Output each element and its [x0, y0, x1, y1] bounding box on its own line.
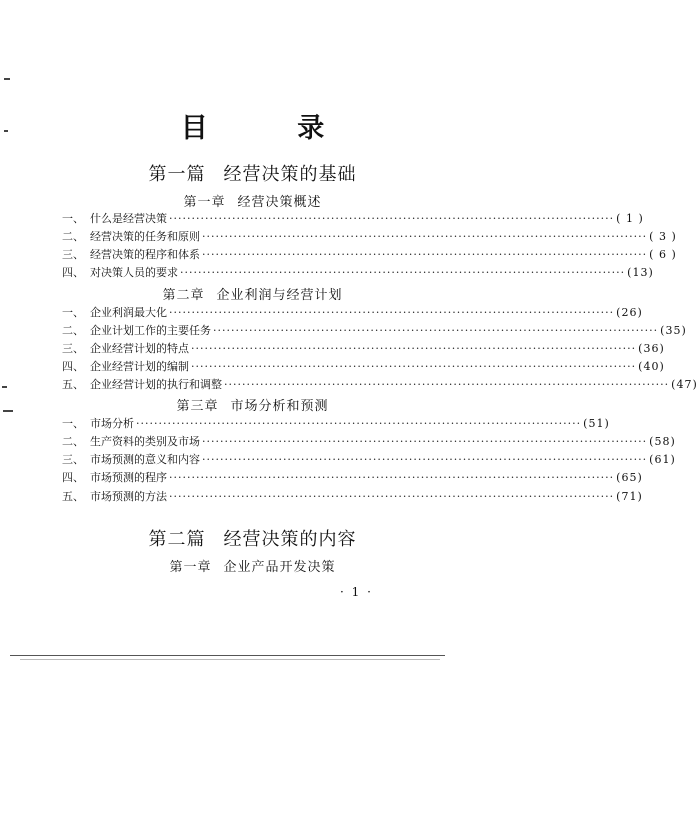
scan-edge-line: [20, 659, 440, 660]
chapter-heading: [0, 284, 505, 303]
entry-page: (35): [660, 324, 687, 337]
chapter-heading: [0, 395, 505, 414]
toc-entry[interactable]: [62, 415, 610, 431]
entry-page: (36): [638, 342, 665, 355]
entry-number: 三、: [62, 342, 84, 355]
entry-number: 二、: [62, 230, 84, 243]
dot-leader: ···································································································: [169, 490, 615, 503]
scan-edge-line: [10, 655, 445, 656]
dot-leader: ···································································································: [191, 360, 637, 373]
toc-entry[interactable]: [62, 322, 687, 338]
entry-page: (61): [649, 453, 676, 466]
entry-page: ( 1 ): [616, 212, 644, 225]
entry-page: (51): [583, 417, 610, 430]
chapter-name: 企业利润与经营计划: [216, 288, 343, 303]
entry-number: 四、: [62, 360, 84, 373]
dot-leader: ···································································································: [202, 248, 648, 261]
toc-entry[interactable]: [62, 469, 643, 485]
entry-title: 对决策人员的要求: [90, 266, 178, 279]
toc-entry[interactable]: [62, 451, 676, 467]
entry-number: 三、: [62, 248, 84, 261]
entry-number: 二、: [62, 324, 84, 337]
toc-entry[interactable]: [62, 304, 643, 320]
dot-leader: ···································································································: [169, 306, 615, 319]
entry-number: 一、: [62, 417, 84, 430]
entry-title: 企业经营计划的执行和调整: [90, 378, 222, 391]
dot-leader: ···································································································: [180, 266, 626, 279]
entry-title: 什么是经营决策: [90, 212, 167, 225]
dot-leader: ···································································································: [202, 435, 648, 448]
entry-number: 二、: [62, 435, 84, 448]
part1-name: 经营决策的基础: [223, 164, 357, 185]
entry-number: 一、: [62, 306, 84, 319]
toc-entry[interactable]: [62, 358, 665, 374]
entry-title: 市场预测的方法: [90, 490, 167, 503]
entry-title: 市场分析: [90, 417, 134, 430]
entry-page: (58): [649, 435, 676, 448]
part1-label: 第一篇: [148, 164, 206, 185]
toc-entry[interactable]: [62, 340, 665, 356]
entry-number: 三、: [62, 453, 84, 466]
part2-name: 经营决策的内容: [223, 529, 357, 550]
toc-entry[interactable]: [62, 210, 644, 226]
entry-title: 生产资料的类别及市场: [90, 435, 200, 448]
toc-entry[interactable]: [62, 228, 677, 244]
scan-mark: [4, 78, 10, 80]
entry-title: 企业经营计划的编制: [90, 360, 189, 373]
entry-number: 五、: [62, 378, 84, 391]
entry-title: 企业经营计划的特点: [90, 342, 189, 355]
chapter-heading: [0, 191, 505, 210]
toc-entry[interactable]: [62, 246, 677, 262]
entry-page: (26): [616, 306, 643, 319]
chapter-label: 第一章: [169, 560, 212, 575]
toc-entry[interactable]: [62, 433, 676, 449]
part1-heading: [0, 160, 505, 186]
entry-number: 一、: [62, 212, 84, 225]
entry-title: 企业利润最大化: [90, 306, 167, 319]
entry-title: 企业计划工作的主要任务: [90, 324, 211, 337]
entry-page: (65): [616, 471, 643, 484]
chapter-name: 经营决策概述: [237, 195, 322, 210]
dot-leader: ···································································································: [202, 453, 648, 466]
entry-title: 经营决策的任务和原则: [90, 230, 200, 243]
dot-leader: ···································································································: [136, 417, 582, 430]
dot-leader: ···································································································: [213, 324, 659, 337]
part2-label: 第二篇: [148, 529, 206, 550]
part2-heading: [0, 525, 505, 551]
entry-number: 五、: [62, 490, 84, 503]
scan-mark: [4, 130, 8, 132]
scan-mark: [2, 386, 7, 388]
chapter-label: 第三章: [176, 399, 219, 414]
dot-leader: ···································································································: [169, 212, 615, 225]
chapter-label: 第一章: [183, 195, 226, 210]
entry-page: (40): [638, 360, 665, 373]
dot-leader: ···································································································: [224, 378, 670, 391]
chapter-label: 第二章: [162, 288, 205, 303]
entry-number: 四、: [62, 471, 84, 484]
toc-entry[interactable]: [62, 264, 654, 280]
chapter-heading: [0, 556, 505, 575]
entry-title: 市场预测的程序: [90, 471, 167, 484]
entry-page: (13): [627, 266, 654, 279]
dot-leader: ···································································································: [169, 471, 615, 484]
entry-page: ( 3 ): [649, 230, 677, 243]
dot-leader: ···································································································: [202, 230, 648, 243]
page-number: · 1 ·: [340, 585, 373, 599]
page-title: 目 录: [180, 113, 365, 144]
entry-page: (47): [671, 378, 698, 391]
entry-number: 四、: [62, 266, 84, 279]
entry-title: 经营决策的程序和体系: [90, 248, 200, 261]
toc-entry[interactable]: [62, 488, 643, 504]
toc-entry[interactable]: [62, 376, 698, 392]
entry-page: (71): [616, 490, 643, 503]
dot-leader: ···································································································: [191, 342, 637, 355]
chapter-name: 市场分析和预测: [230, 399, 329, 414]
entry-title: 市场预测的意义和内容: [90, 453, 200, 466]
scan-mark: [3, 410, 13, 412]
entry-page: ( 6 ): [649, 248, 677, 261]
chapter-name: 企业产品开发决策: [223, 560, 336, 575]
